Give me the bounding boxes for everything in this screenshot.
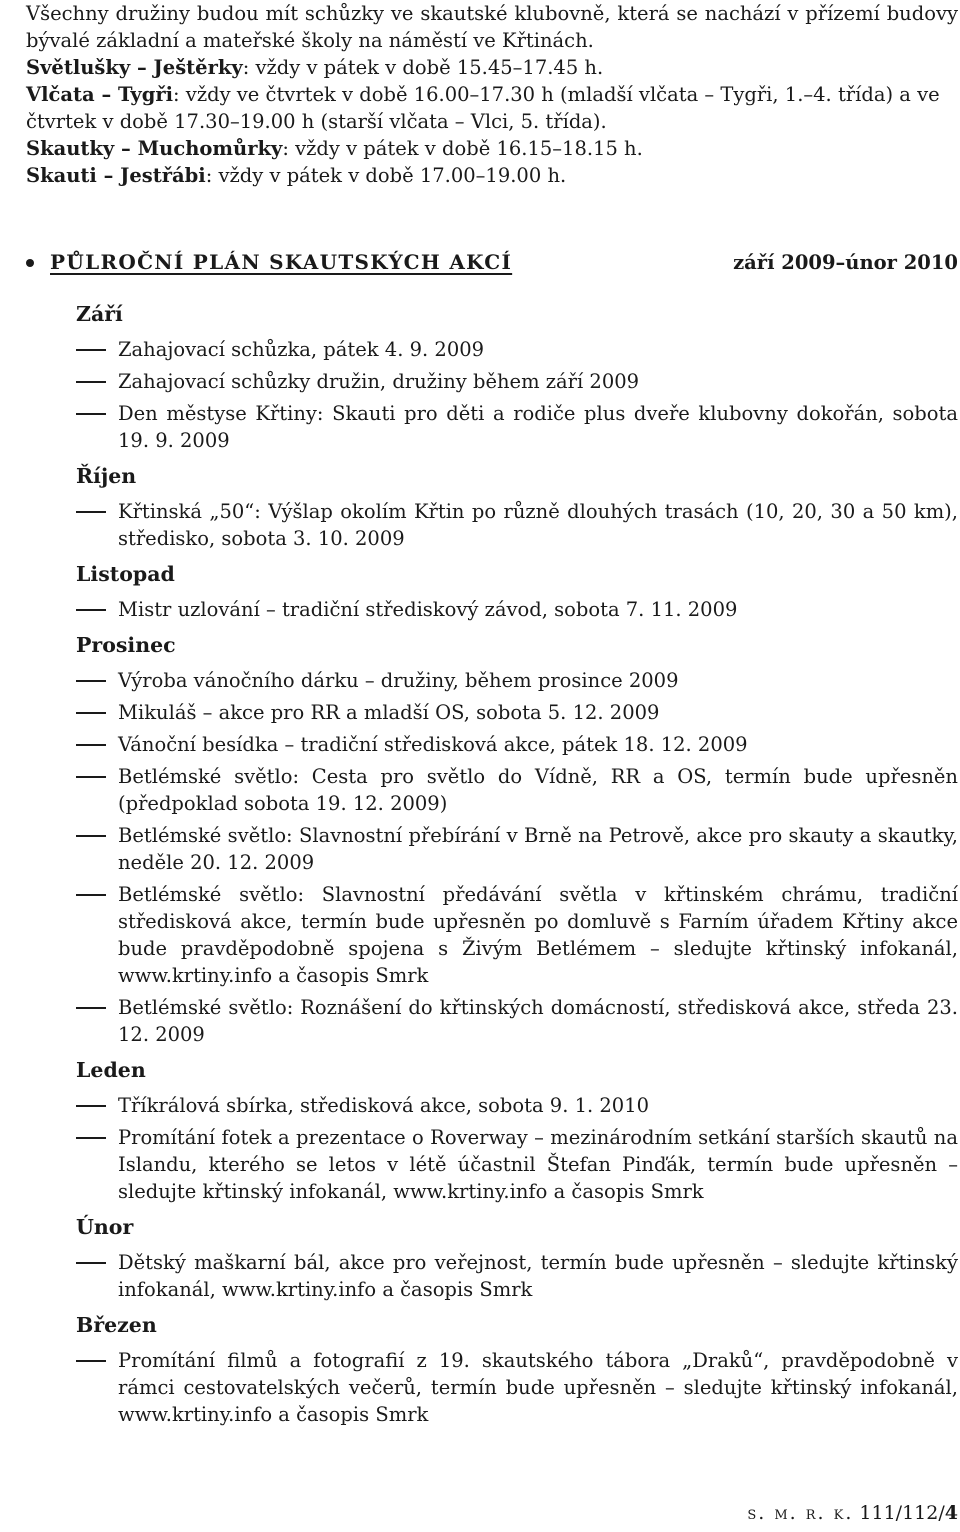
meeting-time: : vždy v pátek v době 16.15–18.15 h. (282, 137, 643, 160)
event-text: Křtinská „50“: Výšlap okolím Křtin po různě dlouhých trasách (10, 20, 30 a 50 km), středisko, sobota 3. 10. 2009 (118, 500, 958, 550)
event-text: Zahajovací schůzky družin, družiny během září 2009 (118, 370, 640, 393)
dash-icon (76, 413, 106, 415)
event-text: Vánoční besídka – tradiční středisková akce, pátek 18. 12. 2009 (118, 733, 748, 756)
event-list (76, 1347, 958, 1428)
journal-name: s. m. r. k. (747, 1502, 854, 1524)
event-item (76, 699, 958, 726)
group-name: Skautky – Muchomůrky (26, 137, 283, 160)
event-list (76, 1249, 958, 1303)
event-item (76, 336, 958, 363)
event-text: Výroba vánočního dárku – družiny, během prosince 2009 (118, 669, 679, 692)
event-text: Mikuláš – akce pro RR a mladší OS, sobota 5. 12. 2009 (118, 701, 660, 724)
event-text: Betlémské světlo: Slavnostní přebírání v Brně na Petrově, akce pro skauty a skautky, neděle 20. 12. 2009 (118, 824, 958, 874)
section-date-range: září 2009–únor 2010 (733, 251, 958, 274)
monthly-plan (76, 300, 958, 1436)
event-item (76, 881, 958, 989)
meeting-schedule (26, 54, 958, 189)
dash-icon (76, 712, 106, 714)
event-list (76, 1092, 958, 1205)
meeting-time: : vždy ve čtvrtek v době 16.00–17.30 h (mladší vlčata – Tygři, 1.–4. třída) a ve čtvrtek v době 17.30–19.00 h (starší vlčata – Vlci, 5. třída). (26, 83, 940, 133)
dash-icon (76, 776, 106, 778)
month-heading: Březen (76, 1313, 157, 1337)
event-item (76, 400, 958, 454)
event-text: Betlémské světlo: Slavnostní předávání světla v křtinském chrámu, tradiční středisková akce, termín bude upřesněn po domluvě s Farním úřadem Křtiny akce bude pravděpodobně spojena s Živým Betlémem – sledujte křtinský infokanál, www.krtiny.info a časopis Smrk (118, 883, 958, 987)
event-text: Betlémské světlo: Cesta pro světlo do Vídně, RR a OS, termín bude upřesněn (předpoklad sobota 19. 12. 2009) (118, 765, 958, 815)
event-text: Promítání filmů a fotografií z 19. skautského tábora „Draků“, pravděpodobně v rámci cestovatelských večerů, termín bude upřesněn – sledujte křtinský infokanál, www.krtiny.info a časopis Smrk (118, 1349, 958, 1426)
meeting-line (26, 162, 958, 189)
document-page (26, 0, 958, 1524)
event-item (76, 498, 958, 552)
group-name: Světlušky – Ještěrky (26, 56, 243, 79)
dash-icon (76, 894, 106, 896)
meeting-line (26, 135, 958, 162)
event-text: Den městyse Křtiny: Skauti pro děti a rodiče plus dveře klubovny dokořán, sobota 19. 9. 2009 (118, 402, 958, 452)
event-item (76, 1092, 958, 1119)
month-heading: Únor (76, 1215, 134, 1239)
dash-icon (76, 1360, 106, 1362)
dash-icon (76, 1007, 106, 1009)
month-heading: Leden (76, 1058, 146, 1082)
event-text: Betlémské světlo: Roznášení do křtinských domácností, středisková akce, středa 23. 12. 2009 (118, 996, 958, 1046)
page-number: 4 (944, 1502, 958, 1524)
group-name: Vlčata – Tygři (26, 83, 174, 106)
event-text: Tříkrálová sbírka, středisková akce, sobota 9. 1. 2010 (118, 1094, 650, 1117)
dash-icon (76, 680, 106, 682)
dash-icon (76, 1137, 106, 1139)
event-list (76, 498, 958, 552)
intro-paragraph: Všechny družiny budou mít schůzky ve skautské klubovně, která se nachází v přízemí budovy bývalé základní a mateřské školy na náměstí ve Křtinách. (26, 2, 958, 52)
event-item (76, 1347, 958, 1428)
event-text: Dětský maškarní bál, akce pro veřejnost, termín bude upřesněn – sledujte křtinský infokanál, www.krtiny.info a časopis Smrk (118, 1251, 958, 1301)
month-heading: Listopad (76, 562, 175, 586)
event-item (76, 1249, 958, 1303)
issue-number: 111/112/ (859, 1502, 945, 1524)
event-list (76, 336, 958, 454)
event-item (76, 1124, 958, 1205)
event-text: Promítání fotek a prezentace o Roverway – mezinárodním setkání starších skautů na Islandu, kterého se letos v létě účastnil Štefan Pinďák, termín bude upřesněn – sledujte křtinský infokanál, www.krtiny.info a časopis Smrk (118, 1126, 958, 1203)
dash-icon (76, 1262, 106, 1264)
dash-icon (76, 835, 106, 837)
event-item (76, 368, 958, 395)
group-name: Skauti – Jestřábi (26, 164, 206, 187)
meeting-line (26, 81, 958, 135)
event-text: Mistr uzlování – tradiční střediskový závod, sobota 7. 11. 2009 (118, 598, 738, 621)
event-item (76, 596, 958, 623)
month-heading: Prosinec (76, 633, 176, 657)
event-item (76, 994, 958, 1048)
event-item (76, 731, 958, 758)
event-item (76, 822, 958, 876)
section-heading (26, 249, 958, 279)
event-item (76, 667, 958, 694)
dash-icon (76, 744, 106, 746)
dash-icon (76, 511, 106, 513)
bullet-icon (26, 259, 34, 267)
event-text: Zahajovací schůzka, pátek 4. 9. 2009 (118, 338, 485, 361)
page-footer (747, 1500, 958, 1526)
event-item (76, 763, 958, 817)
month-heading: Říjen (76, 464, 137, 488)
event-list (76, 667, 958, 1048)
month-heading: Září (76, 302, 123, 326)
dash-icon (76, 609, 106, 611)
section-title-text: PŮLROČNÍ PLÁN SKAUTSKÝCH AKCÍ (50, 250, 513, 274)
event-list (76, 596, 958, 623)
dash-icon (76, 381, 106, 383)
dash-icon (76, 349, 106, 351)
meeting-time: : vždy v pátek v době 17.00–19.00 h. (205, 164, 567, 187)
meeting-time: : vždy v pátek v době 15.45–17.45 h. (242, 56, 604, 79)
dash-icon (76, 1105, 106, 1107)
meeting-line (26, 54, 958, 81)
intro-block (26, 0, 958, 189)
